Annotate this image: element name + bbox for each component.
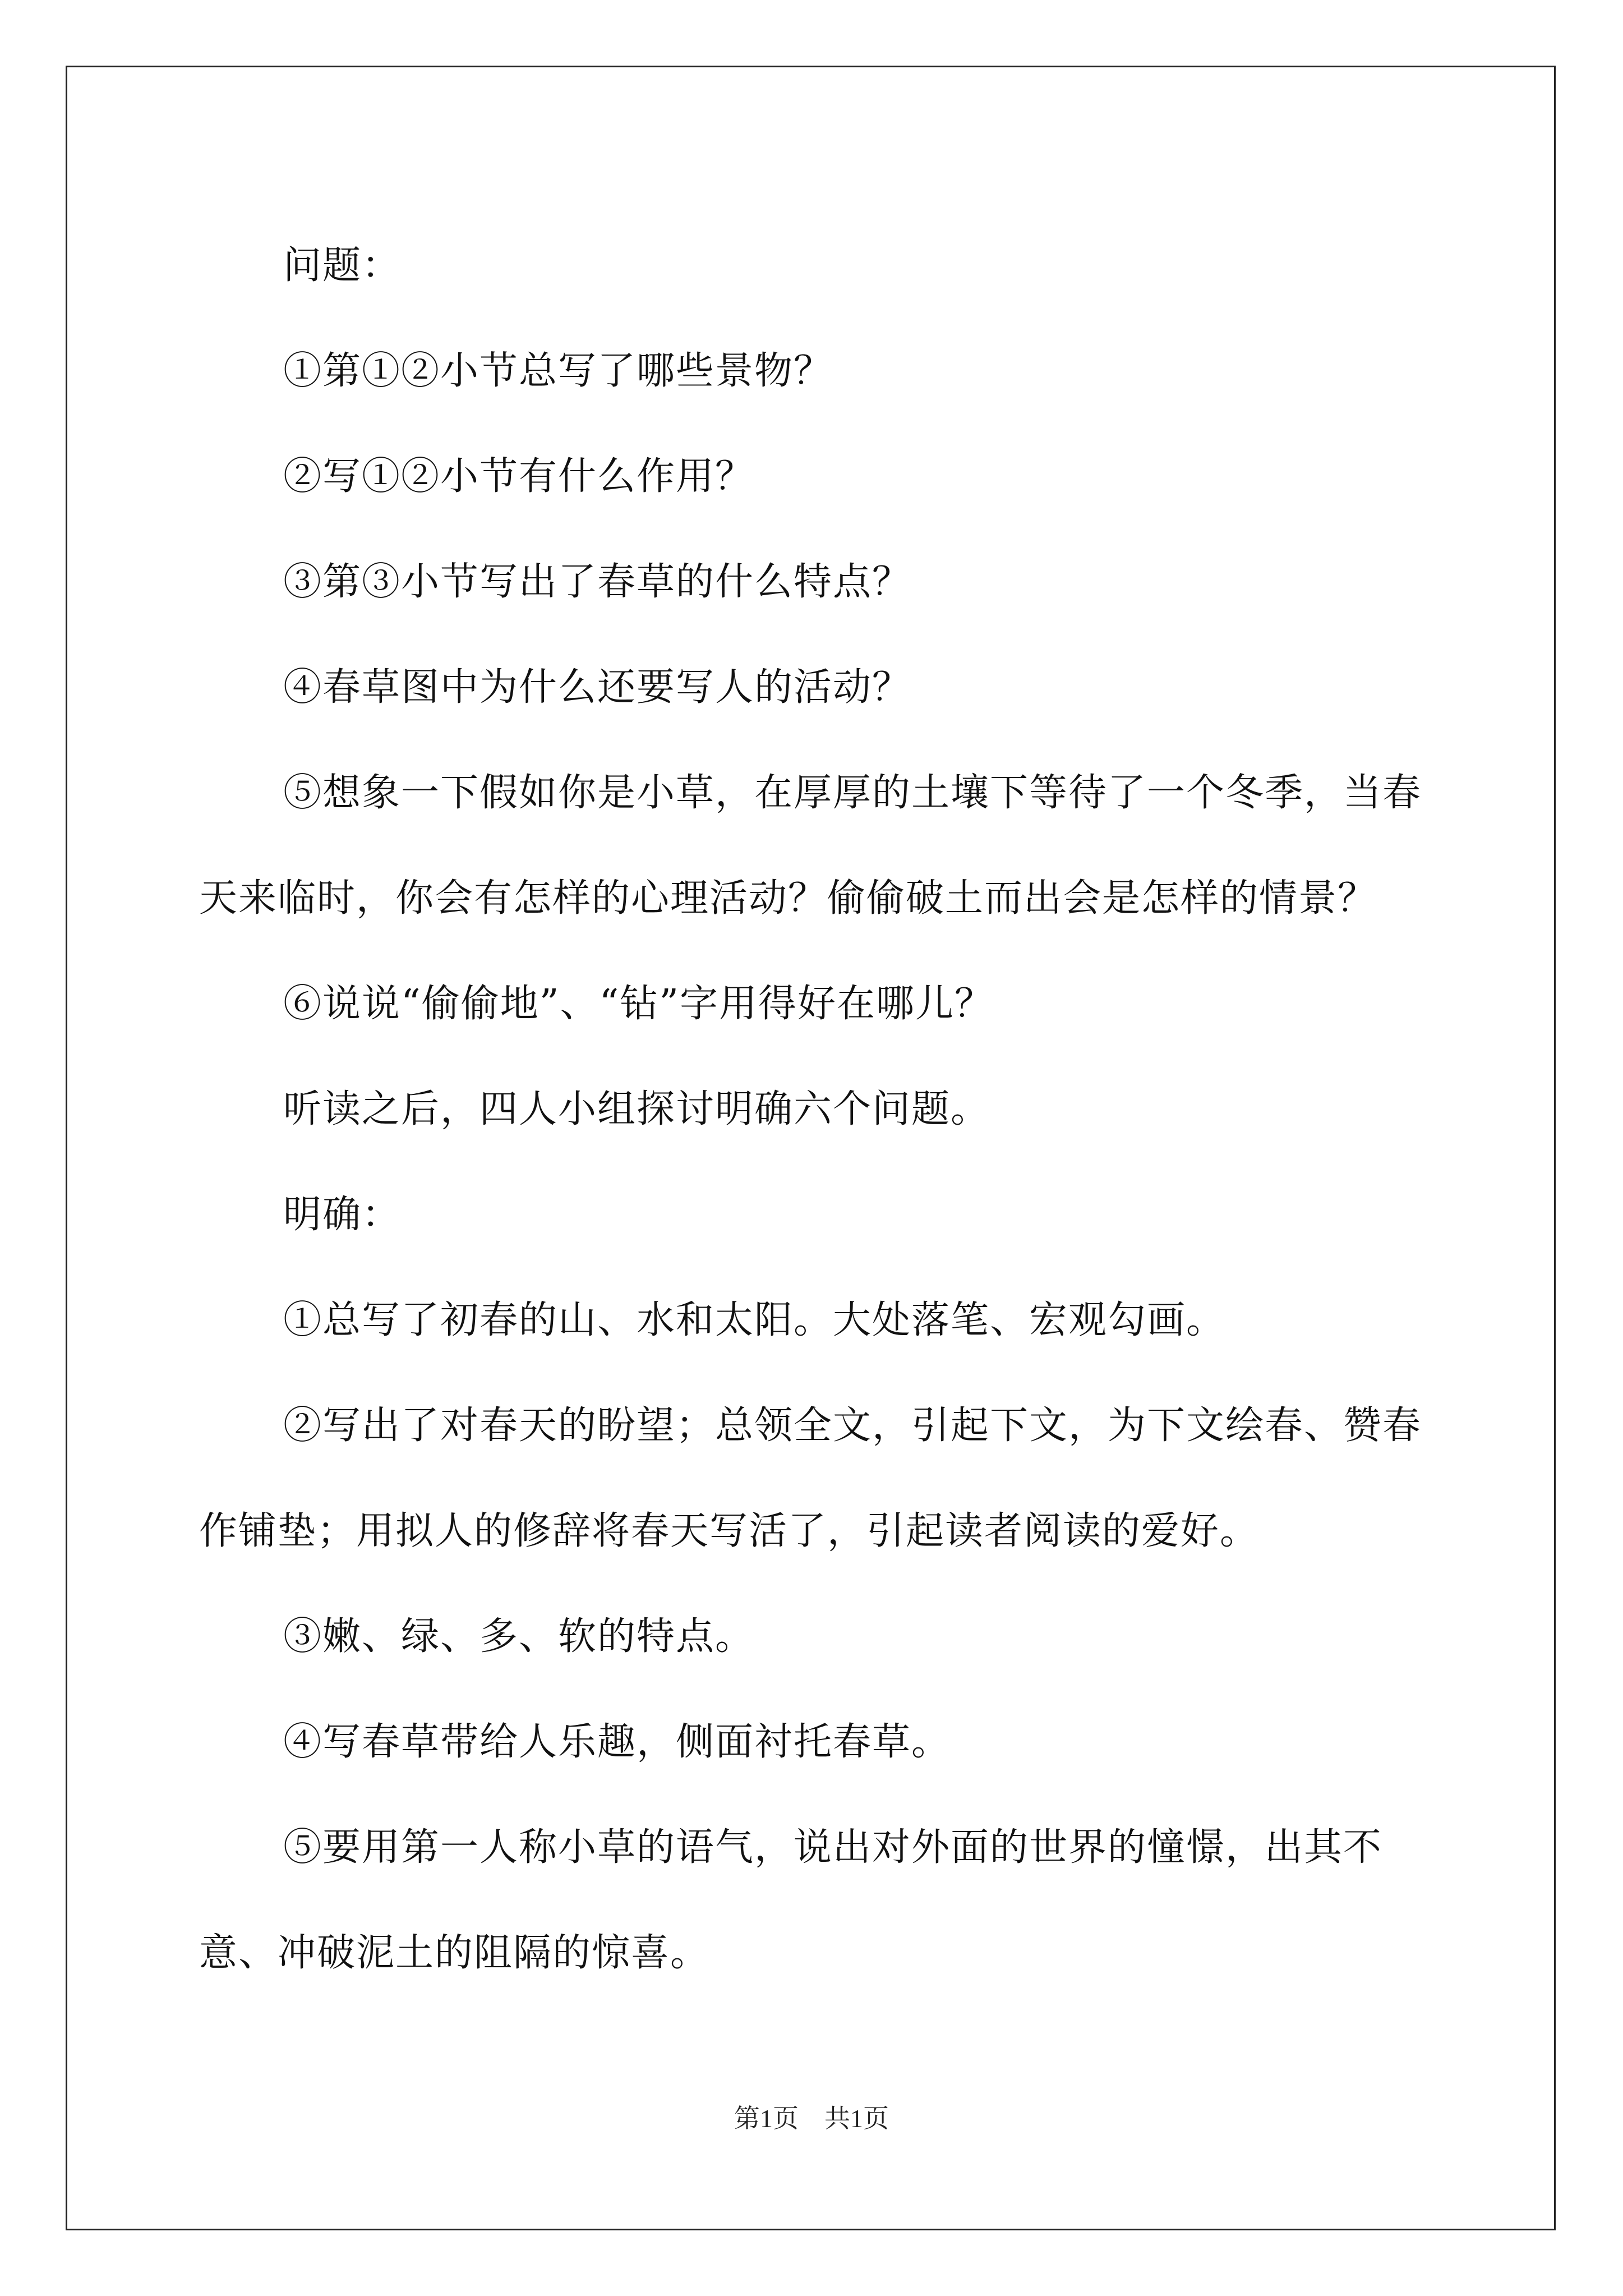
paragraph-answer-3: ③嫩、绿、多、软的特点。 bbox=[283, 1614, 755, 1659]
paragraph-question-5: ⑤想象一下假如你是小草，在厚厚的土壤下等待了一个冬季，当春天来临时，你会有怎样的心理活动？偷偷破土而出会是怎样的情景？ bbox=[199, 771, 1422, 921]
paragraph-answer-1: ①总写了初春的山、水和太阳。大处落笔、宏观勾画。 bbox=[283, 1298, 1226, 1342]
document-body bbox=[199, 213, 1433, 2006]
paragraph-answer-5: ⑤要用第一人称小草的语气，说出对外面的世界的憧憬，出其不意、冲破泥土的阻隔的惊喜。 bbox=[199, 1825, 1383, 1975]
paragraph-question-4: ④春草图中为什么还要写人的活动？ bbox=[283, 665, 912, 710]
paragraph-question-6: ⑥说说“偷偷地”、“钻”字用得好在哪儿？ bbox=[283, 982, 994, 1026]
paragraph-answer-4: ④写春草带给人乐趣，侧面衬托春草。 bbox=[283, 1720, 951, 1764]
paragraph-question-1: ①第①②小节总写了哪些景物？ bbox=[283, 349, 833, 393]
page-number-footer: 第1页 共1页 bbox=[734, 2104, 889, 2133]
paragraph-answer-2: ②写出了对春天的盼望；总领全文，引起下文，为下文绘春、赞春作铺垫；用拟人的修辞将春天写活了，引起读者阅读的爱好。 bbox=[199, 1404, 1422, 1553]
paragraph-question-3: ③第③小节写出了春草的什么特点？ bbox=[283, 560, 912, 604]
paragraph-questions-heading: 问题： bbox=[283, 243, 402, 288]
paragraph-question-2: ②写①②小节有什么作用？ bbox=[283, 454, 755, 499]
paragraph-answers-heading: 明确： bbox=[283, 1193, 402, 1237]
paragraph-group-discussion: 听读之后，四人小组探讨明确六个问题。 bbox=[283, 1087, 990, 1131]
